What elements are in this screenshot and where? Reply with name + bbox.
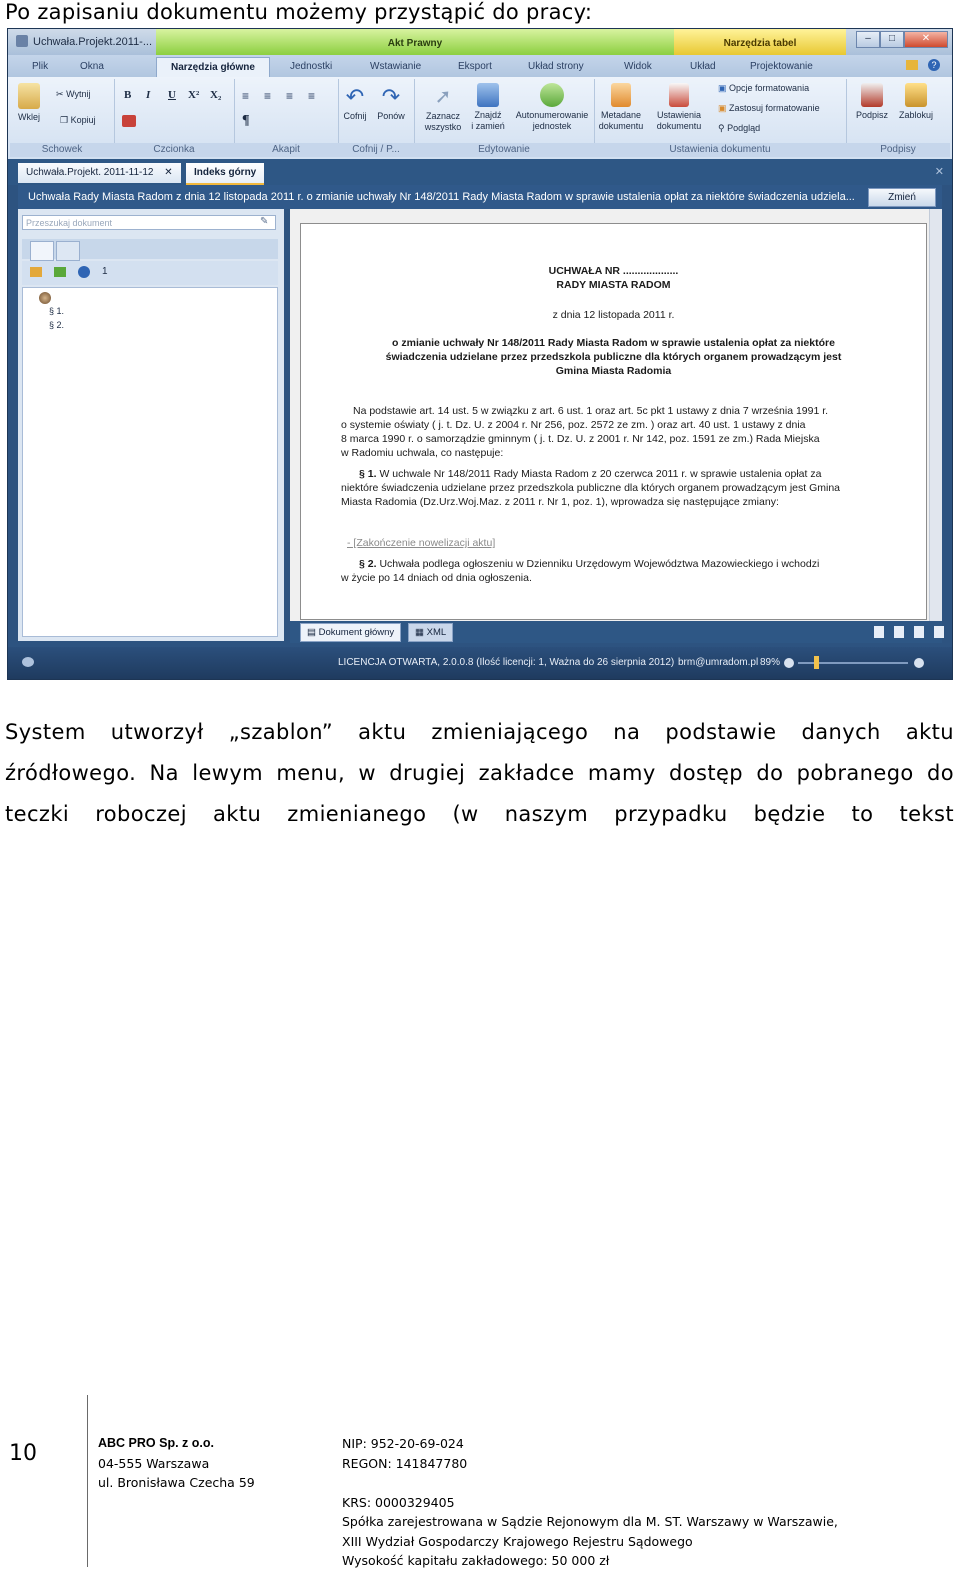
tree-toolbar <box>22 261 278 285</box>
italic-button[interactable]: I <box>146 89 151 101</box>
tab-eksport[interactable]: Eksport <box>458 61 492 72</box>
pilcrow-button[interactable]: ¶ <box>242 113 250 128</box>
xml-icon: ▦ <box>415 627 424 638</box>
tab-plik[interactable]: Plik <box>32 61 49 72</box>
group-ustawienia <box>594 79 847 157</box>
company-name: ABC PRO Sp. z o.o. <box>98 1436 214 1450</box>
doc-paragraph-line: w Radomiu uchwala, co następuje: <box>341 447 504 459</box>
doc-paragraph-line: o systemie oświaty ( j. t. Dz. U. z 2004 r. Nr 256, poz. 2572 ze zm. ) oraz art. 40 ust. 1 ustawy z dnia <box>341 419 806 431</box>
share-capital: Wysokość kapitału zakładowego: 50 000 zł <box>342 1553 610 1568</box>
group-label: Ustawienia dokumentu <box>594 143 846 157</box>
amendment-end-marker[interactable]: - [Zakończenie nowelizacji aktu] <box>347 537 496 549</box>
tab-document[interactable]: Uchwała.Projekt. 2011-11-12 ✕ <box>18 163 181 183</box>
folder-icon[interactable] <box>906 60 918 70</box>
cursor-icon: ➚ <box>434 86 452 108</box>
format-options-button[interactable]: ▣ Opcje formatowania <box>718 83 810 93</box>
bottom-tabs <box>290 621 942 643</box>
paragraph-line: System utworzył „szablon” aktu zmieniającego na podstawie danych aktu <box>5 720 954 744</box>
doc-paragraph-line: niektóre świadczenia udzielane przez przedszkola publiczne dla których organem prowadzącym jest Gmina <box>341 482 840 494</box>
autonumbering-button[interactable]: Autonumerowanie jednostek <box>512 83 592 132</box>
group-label: Czcionka <box>114 143 234 157</box>
help-icon[interactable]: ? <box>928 59 940 71</box>
tab-uklad[interactable]: Układ <box>690 61 716 72</box>
speech-bubble-icon[interactable] <box>22 657 34 667</box>
doc-paragraph-line: 8 marca 1990 r. o samorządzie gminnym ( j. t. Dz. U. z 2001 r. Nr 142, poz. 1591 ze zm.) Rada Miejska <box>341 433 820 445</box>
context-tab-narzedzia-tabel: Narzędzia tabel <box>674 29 846 55</box>
lock-button[interactable]: Zablokuj <box>896 83 936 121</box>
superscript-button[interactable]: X² <box>188 89 200 101</box>
tree-node[interactable]: § 1. <box>49 306 65 316</box>
find-replace-button[interactable]: Znajdź i zamień <box>468 83 508 132</box>
doc-title-line: UCHWAŁA NR ................... <box>548 265 679 277</box>
lock-icon <box>905 83 927 107</box>
group-schowek <box>10 79 115 157</box>
settings-doc-icon <box>669 83 689 107</box>
tab-narzedzia-glowne[interactable]: Narzędzia główne <box>156 57 270 78</box>
body-paragraph <box>5 712 954 835</box>
apply-format-button[interactable]: ▣ Zastosuj formatowanie <box>718 103 820 113</box>
add-icon[interactable] <box>54 267 66 277</box>
intro-text: Po zapisaniu dokumentu możemy przystąpić do pracy: <box>5 0 593 24</box>
view-icon[interactable] <box>874 626 884 638</box>
status-bar <box>8 647 952 679</box>
scissors-icon: ✂ <box>56 89 64 99</box>
tab-uklad-strony[interactable]: Układ strony <box>528 61 584 72</box>
zoom-in-icon[interactable] <box>914 658 924 668</box>
refresh-icon[interactable] <box>78 266 90 278</box>
redo-button[interactable]: ↷ Ponów <box>377 84 405 121</box>
cut-button[interactable]: ✂ Wytnij <box>56 89 91 99</box>
page-number: 10 <box>9 1441 37 1466</box>
signature-icon <box>861 83 883 107</box>
document-area <box>290 209 942 641</box>
context-tab-akt-prawny: Akt Prawny <box>156 29 674 55</box>
tab-projektowanie[interactable]: Projektowanie <box>750 61 813 72</box>
subscript-button[interactable]: X₂ <box>210 89 222 101</box>
paragraph-line: źródłowego. Na lewym menu, w drugiej zakładce mamy dostęp do pobranego do <box>5 761 954 785</box>
ribbon <box>8 77 952 160</box>
doc-section-1-first: § 1. W uchwale Nr 148/2011 Rady Miasta Radom z 20 czerwca 2011 r. w sprawie ustalenia opłat za <box>359 468 822 480</box>
align-right-icon[interactable]: ≡ <box>286 89 294 103</box>
footer-address <box>98 1434 255 1493</box>
binoculars-icon <box>477 83 499 107</box>
tab-source-icon[interactable] <box>56 241 80 261</box>
doc-subject-line: świadczenia udzielane przez przedszkola publiczne dla których organem prowadzącym jest <box>385 351 842 363</box>
metadata-button[interactable]: Metadane dokumentu <box>596 83 646 132</box>
document-tabs <box>8 159 952 185</box>
group-podpisy <box>846 79 950 157</box>
group-cofnij <box>338 79 415 157</box>
metadata-icon <box>611 83 631 107</box>
postal-code: 04-555 Warszawa <box>98 1455 210 1471</box>
tab-wstawianie[interactable]: Wstawianie <box>370 61 422 72</box>
clipboard-icon <box>18 83 40 109</box>
tab-indeks-gorny[interactable]: Indeks górny <box>186 163 264 185</box>
doc-paragraph-line: Na podstawie art. 14 ust. 5 w związku z art. 6 ust. 1 oraz art. 5c pkt 1 ustawy z dnia 7 września 1991 r. <box>353 405 829 417</box>
group-edytowanie <box>414 79 595 157</box>
sign-button[interactable]: Podpisz <box>852 83 892 121</box>
doc-date: z dnia 12 listopada 2011 r. <box>552 309 675 321</box>
align-justify-icon[interactable]: ≡ <box>308 89 316 103</box>
close-icon[interactable]: ✕ <box>904 31 948 48</box>
document-icon: ▤ <box>307 627 316 638</box>
bold-button[interactable]: B <box>124 89 132 101</box>
window-title: Uchwała.Projekt.2011-... <box>16 32 156 52</box>
numbering-icon <box>540 83 564 107</box>
close-pane-icon[interactable]: ✕ <box>934 166 944 178</box>
regon: REGON: 141847780 <box>342 1455 468 1471</box>
document-page[interactable] <box>300 223 927 620</box>
eraser-search-icon[interactable]: ✎ <box>260 216 269 227</box>
tab-close-icon[interactable]: ✕ <box>164 167 173 178</box>
group-czcionka <box>114 79 235 157</box>
zmien-button[interactable]: Zmień <box>868 188 936 207</box>
tree-node[interactable]: § 2. <box>49 320 65 330</box>
view-icon[interactable] <box>914 626 924 638</box>
magnifier-icon: ⚲ <box>718 123 725 133</box>
format-options-icon: ▣ <box>718 83 727 93</box>
user-email: brm@umradom.pl <box>678 657 759 668</box>
align-center-icon[interactable]: ≡ <box>264 89 272 103</box>
group-label: Schowek <box>10 143 114 157</box>
view-icon[interactable] <box>934 626 944 638</box>
tab-jednostki[interactable]: Jednostki <box>290 61 333 72</box>
document-tree <box>22 287 278 637</box>
doc-paragraph-line: w życie po 14 dniach od dnia ogłoszenia. <box>341 572 532 584</box>
doc-settings-button[interactable]: Ustawienia dokumentu <box>652 83 706 132</box>
vertical-scrollbar[interactable] <box>929 209 942 625</box>
maximize-icon[interactable]: □ <box>880 31 904 48</box>
group-label: Podpisy <box>846 143 950 157</box>
select-all-button[interactable]: ➚ Zaznacz wszystko <box>424 86 462 132</box>
copy-icon: ❐ <box>60 115 69 125</box>
court-registration: Spółka zarejestrowana w Sądzie Rejonowym dla M. ST. Warszawy w Warszawie, <box>342 1514 838 1529</box>
menu-bar <box>8 55 952 77</box>
copy-button[interactable]: ❐ Kopiuj <box>60 115 96 125</box>
root-node-icon[interactable] <box>39 292 51 304</box>
document-headline: Uchwała Rady Miasta Radom z dnia 12 listopada 2011 r. o zmianie uchwały Nr 148/2011 Rady Miasta Radom w sprawie ustalenia opłat za niektóre świadczenia udziela... Zmień <box>18 185 942 209</box>
doc-section-2-first: § 2. Uchwała podlega ogłoszeniu w Dzienniku Urzędowym Województwa Mazowieckiego i wchodzi <box>359 558 820 570</box>
paste-button[interactable]: Wklej <box>16 83 42 123</box>
app-screenshot <box>7 28 953 680</box>
street-address: ul. Bronisława Czecha 59 <box>98 1475 255 1490</box>
zoom-slider-thumb[interactable] <box>814 656 819 669</box>
court-department: XIII Wydział Gospodarczy Krajowego Rejestru Sądowego <box>342 1533 693 1549</box>
toolbar-number: 1 <box>102 266 108 277</box>
apply-format-icon: ▣ <box>718 103 727 113</box>
minimize-icon[interactable]: – <box>856 31 880 48</box>
app-icon <box>16 35 28 47</box>
folder-open-icon[interactable] <box>30 267 42 277</box>
footer-divider <box>87 1395 88 1567</box>
tab-widok[interactable]: Widok <box>624 61 652 72</box>
license-status: LICENCJA OTWARTA, 2.0.0.8 (Ilość licencji: 1, Ważna do 26 sierpnia 2012) <box>338 657 675 668</box>
group-label: Edytowanie <box>414 143 594 157</box>
tab-xml[interactable]: ▦ XML <box>408 623 453 642</box>
doc-paragraph-line: Miasta Radomia (Dz.Urz.Woj.Maz. z 2011 r. Nr 1, poz. 1), wprowadza się następujące zmiany: <box>341 496 779 508</box>
krs: KRS: 0000329405 <box>342 1494 455 1510</box>
tab-structure-icon[interactable] <box>30 241 54 261</box>
doc-title-line: RADY MIASTA RADOM <box>556 279 671 291</box>
search-input[interactable]: Przeszukaj dokument <box>22 215 276 230</box>
preview-button[interactable]: ⚲ Podgląd <box>718 123 761 133</box>
underline-button[interactable]: U <box>168 89 176 101</box>
undo-icon: ↶ <box>345 84 365 109</box>
align-left-icon[interactable]: ≡ <box>242 89 250 103</box>
nip: NIP: 952-20-69-024 <box>342 1436 464 1451</box>
undo-button[interactable]: ↶ Cofnij <box>343 84 367 121</box>
tab-dokument-glowny[interactable]: ▤ Dokument główny <box>300 623 401 642</box>
zoom-out-icon[interactable] <box>784 658 794 668</box>
left-panel-tabs <box>22 239 278 259</box>
tab-okna[interactable]: Okna <box>80 61 104 72</box>
group-label: Akapit <box>234 143 338 157</box>
eraser-icon[interactable] <box>122 115 136 127</box>
paragraph-line: teczki roboczej aktu zmienianego (w naszym przypadku będzie to tekst <box>5 802 954 826</box>
group-label: Cofnij / P... <box>338 143 414 157</box>
doc-subject-line: o zmianie uchwały Nr 148/2011 Rady Miasta Radom w sprawie ustalenia opłat za niektóre <box>392 337 835 349</box>
view-icon[interactable] <box>894 626 904 638</box>
doc-subject-line: Gmina Miasta Radomia <box>555 365 672 377</box>
title-bar <box>8 29 952 55</box>
left-panel <box>18 209 284 641</box>
zoom-level: 89% <box>760 657 781 668</box>
group-akapit <box>234 79 339 157</box>
footer-registration <box>342 1434 838 1571</box>
redo-icon: ↷ <box>381 84 401 109</box>
